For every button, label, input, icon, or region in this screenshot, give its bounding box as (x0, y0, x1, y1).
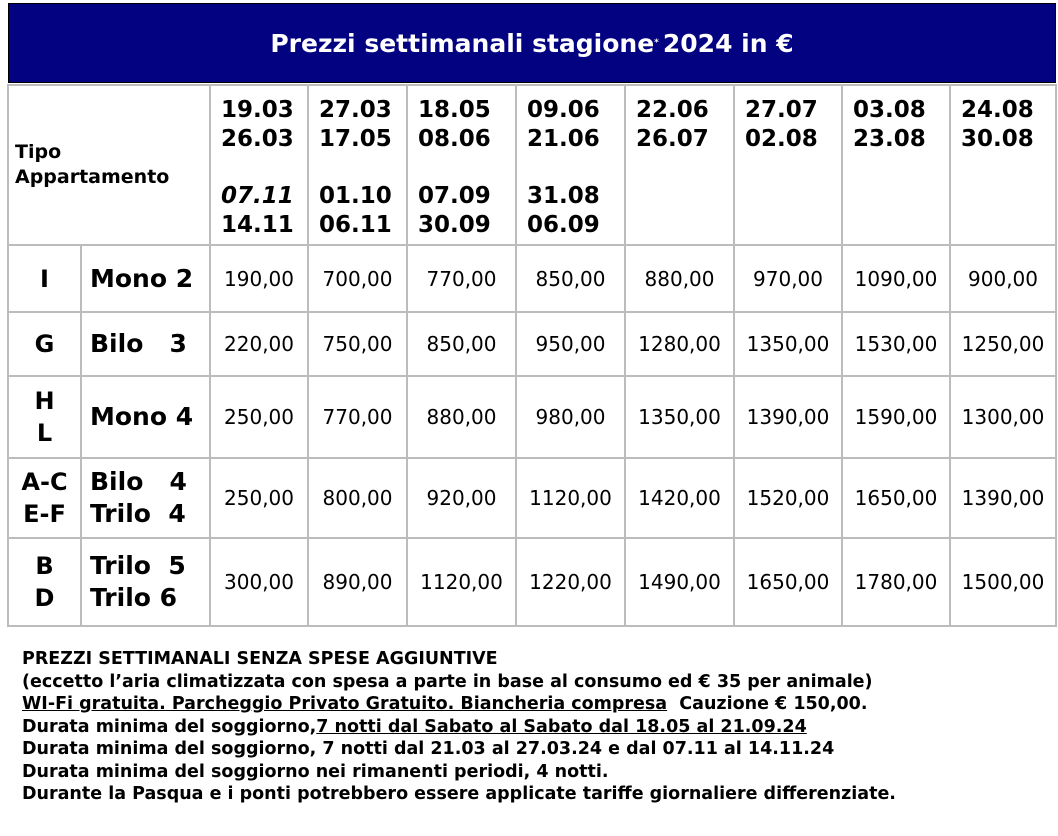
price-cell: 980,00 (516, 376, 625, 458)
period-end: 21.06 (527, 126, 600, 152)
code-line: G (34, 330, 55, 358)
price-cell: 250,00 (210, 458, 308, 538)
code-line: E-F (23, 500, 66, 528)
period-header (516, 85, 625, 245)
code-line: D (34, 584, 55, 612)
title-main: Prezzi settimanali stagione (270, 28, 655, 58)
price-cell: 890,00 (308, 538, 407, 626)
price-cell: 1520,00 (734, 458, 842, 538)
price-cell: 750,00 (308, 312, 407, 376)
price-cell: 1590,00 (842, 376, 950, 458)
period-header (734, 85, 842, 245)
notes-block (22, 648, 896, 806)
apartment-name (81, 376, 210, 458)
name-line: Trilo 4 (90, 499, 186, 528)
note-line: Durante la Pasqua e i ponti potrebbero essere applicate tariffe giornaliere differenziate. (22, 784, 896, 804)
price-cell: 770,00 (407, 245, 516, 312)
period-header (210, 85, 308, 245)
apartment-name (81, 312, 210, 376)
apartment-name (81, 538, 210, 626)
price-cell: 950,00 (516, 312, 625, 376)
apartment-code (8, 538, 81, 626)
period-end: 23.08 (853, 126, 926, 152)
price-cell: 880,00 (625, 245, 734, 312)
period-start: 27.03 (319, 97, 392, 123)
title-year: 2024 in € (662, 28, 794, 58)
price-cell: 850,00 (516, 245, 625, 312)
period-start: 22.06 (636, 97, 709, 123)
table-row (8, 376, 1056, 458)
period-alt-end: 30.09 (418, 212, 491, 238)
period-end: 26.07 (636, 126, 709, 152)
price-cell: 1220,00 (516, 538, 625, 626)
price-cell: 1350,00 (734, 312, 842, 376)
price-cell: 1120,00 (516, 458, 625, 538)
note-line: PREZZI SETTIMANALI SENZA SPESE AGGIUNTIVE (22, 649, 498, 669)
period-alt-end: 06.09 (527, 212, 600, 238)
period-header (842, 85, 950, 245)
note-line: (eccetto l’aria climatizzata con spesa a parte in base al consumo ed € 35 per animale) (22, 671, 873, 692)
name-line: Trilo 5 (90, 551, 186, 580)
code-line: I (40, 264, 49, 293)
header-type-label-1: Tipo (15, 141, 62, 163)
table-row (8, 245, 1056, 312)
period-header (625, 85, 734, 245)
code-line: A-C (21, 468, 68, 496)
apartment-name (81, 458, 210, 538)
header-type-cell (8, 85, 210, 245)
name-line: Mono 4 (90, 402, 194, 431)
period-alt-end: 06.11 (319, 212, 392, 238)
apartment-name (81, 245, 210, 312)
period-start: 27.07 (745, 97, 818, 123)
apartment-code (8, 312, 81, 376)
period-alt-start: 01.10 (319, 183, 392, 209)
period-start: 18.05 (418, 97, 491, 123)
period-header (407, 85, 516, 245)
note-line: Durata minima del soggiorno nei rimanenti periodi, 4 notti. (22, 761, 609, 782)
price-cell: 850,00 (407, 312, 516, 376)
price-cell: 900,00 (950, 245, 1056, 312)
price-cell: 1390,00 (734, 376, 842, 458)
note-line (22, 693, 896, 716)
note-line: Durata minima del soggiorno, 7 notti dal 21.03 al 27.03.24 e dal 07.11 al 14.11.24 (22, 739, 835, 759)
price-cell: 1490,00 (625, 538, 734, 626)
period-start: 03.08 (853, 97, 926, 123)
price-cell: 770,00 (308, 376, 407, 458)
price-cell: 880,00 (407, 376, 516, 458)
table-header-row (8, 85, 1056, 245)
period-header (950, 85, 1056, 245)
page-title (8, 3, 1056, 83)
table-row (8, 458, 1056, 538)
code-line: L (36, 419, 53, 447)
note-line (22, 716, 896, 739)
price-cell: 1300,00 (950, 376, 1056, 458)
price-cell: 1530,00 (842, 312, 950, 376)
price-cell: 1650,00 (842, 458, 950, 538)
price-cell: 1650,00 (734, 538, 842, 626)
name-line: Bilo 4 (90, 467, 187, 496)
price-cell: 250,00 (210, 376, 308, 458)
period-header (308, 85, 407, 245)
price-cell: 1250,00 (950, 312, 1056, 376)
price-cell: 920,00 (407, 458, 516, 538)
period-end: 02.08 (745, 126, 818, 152)
apartment-code (8, 376, 81, 458)
price-cell: 700,00 (308, 245, 407, 312)
code-line: B (35, 552, 54, 580)
price-cell: 1420,00 (625, 458, 734, 538)
name-line: Bilo 3 (90, 329, 187, 358)
period-alt-end: 14.11 (221, 212, 294, 238)
price-cell: 800,00 (308, 458, 407, 538)
note-deposit: Cauzione € 150,00. (667, 694, 868, 714)
header-type-label-2: Appartamento (15, 166, 170, 188)
note-underlined: WI-Fi gratuita. Parcheggio Privato Gratuito. Biancheria compresa (22, 694, 668, 714)
price-cell: 220,00 (210, 312, 308, 376)
name-line: Trilo 6 (90, 583, 178, 612)
price-cell: 1780,00 (842, 538, 950, 626)
period-end: 26.03 (221, 126, 294, 152)
price-cell: 1390,00 (950, 458, 1056, 538)
apartment-code (8, 458, 81, 538)
price-cell: 970,00 (734, 245, 842, 312)
period-end: 17.05 (319, 126, 392, 152)
period-end: 30.08 (961, 126, 1034, 152)
period-start: 24.08 (961, 97, 1034, 123)
price-cell: 1500,00 (950, 538, 1056, 626)
note-underlined: 7 notti dal Sabato al Sabato dal 18.05 al 21.09.24 (316, 716, 807, 737)
apartment-code (8, 245, 81, 312)
price-cell: 1120,00 (407, 538, 516, 626)
period-end: 08.06 (418, 126, 491, 152)
price-table (7, 84, 1057, 627)
period-alt-start: 07.09 (418, 183, 491, 209)
period-alt-start: 31.08 (527, 183, 600, 209)
note-prefix: Durata minima del soggiorno, (22, 716, 317, 737)
price-cell: 1280,00 (625, 312, 734, 376)
period-alt-start: 07.11 (221, 183, 294, 209)
price-cell: 1090,00 (842, 245, 950, 312)
title-marker: * (654, 38, 659, 48)
price-cell: 300,00 (210, 538, 308, 626)
price-cell: 190,00 (210, 245, 308, 312)
period-start: 19.03 (221, 97, 294, 123)
table-row (8, 312, 1056, 376)
code-line: H (34, 387, 55, 415)
name-line: Mono 2 (90, 263, 194, 293)
period-start: 09.06 (527, 97, 600, 123)
price-cell: 1350,00 (625, 376, 734, 458)
table-row (8, 538, 1056, 626)
